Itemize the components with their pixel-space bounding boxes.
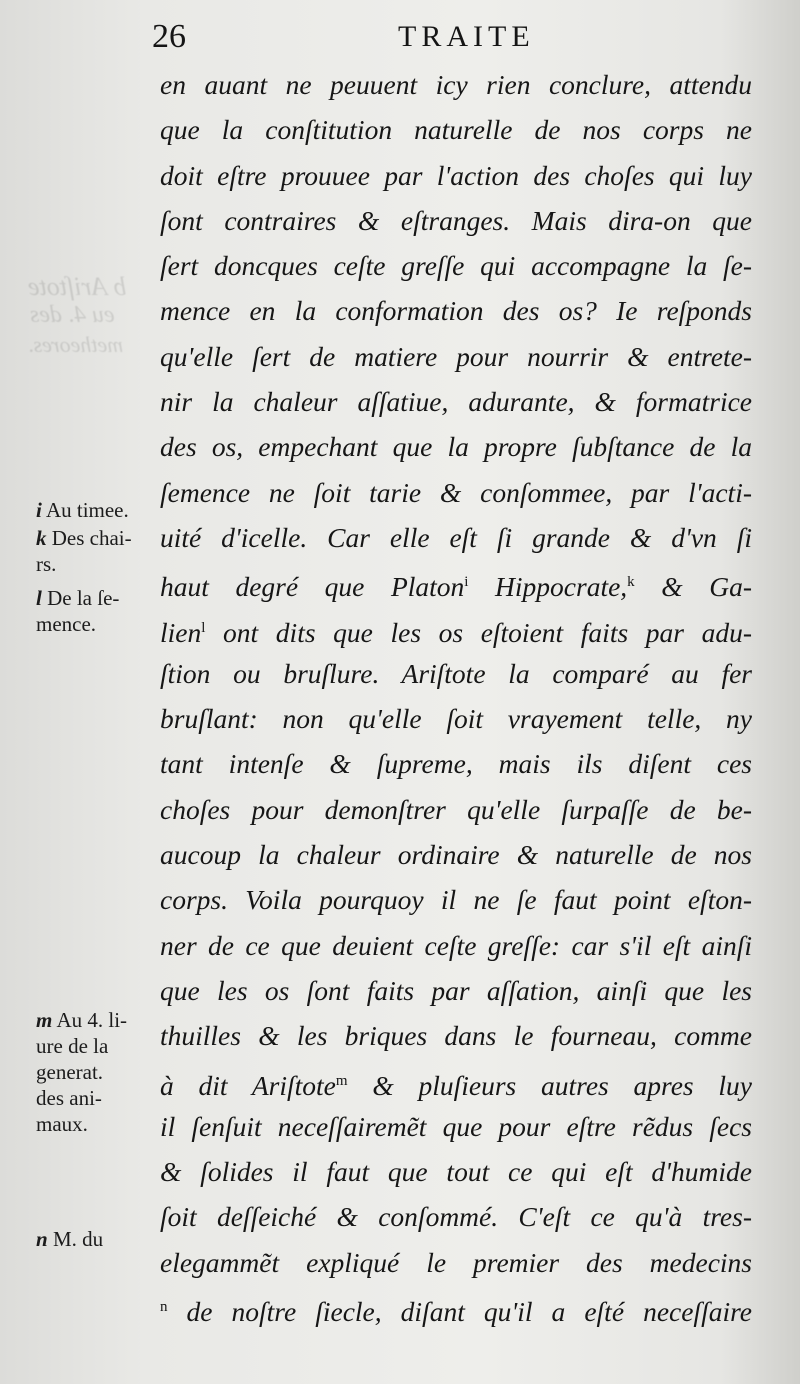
note-mark: n <box>36 1227 48 1251</box>
note-text: mence. <box>36 612 97 636</box>
text-line: ſemence ne ſoit tarie & conſommee, par l'acti- <box>160 476 752 508</box>
footnote-mark: k <box>627 574 635 591</box>
text-line: nir la chaleur aſſatiue, adurante, & formatrice <box>160 386 752 418</box>
text-line: ner de ce que deuient ceſte greſſe: car s'il eſt ainſi <box>160 929 752 961</box>
margin-note-l <box>36 585 160 637</box>
text-line: que les os ſont faits par aſſation, ainſi que les <box>160 974 752 1006</box>
text-segment: & Ga- <box>661 571 752 603</box>
note-mark: l <box>36 586 42 610</box>
note-text: De la ſe- <box>47 586 120 610</box>
running-title: TRAITE <box>398 20 535 53</box>
text-line <box>160 1059 752 1104</box>
text-segment: haut degré que Platon <box>160 571 465 603</box>
text-line: & ſolides il faut que tout ce qui eſt d'humide <box>160 1156 752 1188</box>
note-text: Des chai- <box>51 526 132 550</box>
note-text: ure de la <box>36 1034 109 1058</box>
footnote-mark: l <box>201 619 206 636</box>
margin-note-k <box>36 525 160 577</box>
text-line: aucoup la chaleur ordinaire & naturelle de nos <box>160 839 752 871</box>
note-text: M. du <box>52 1227 104 1251</box>
note-mark: i <box>36 498 42 522</box>
margin-notes <box>0 0 160 1384</box>
note-mark: m <box>36 1008 53 1032</box>
text-line: elegammẽt expliqué le premier des medecins <box>160 1246 752 1278</box>
note-text: rs. <box>36 552 57 576</box>
margin-note-i <box>36 497 160 523</box>
text-line: des os, empechant que la propre ſubſtance de la <box>160 431 752 463</box>
bleed-through-text: metheores. <box>28 332 124 357</box>
footnote-mark: i <box>464 574 469 591</box>
text-line: bruſlant: non qu'elle ſoit vrayement telle, ny <box>160 703 752 735</box>
text-line <box>160 560 752 605</box>
text-line: mence en la conformation des os? Ie reſponds <box>160 295 752 327</box>
text-segment: & pluſieurs autres apres luy <box>372 1069 752 1101</box>
text-line: ſont contraires & eſtranges. Mais dira-on que <box>160 204 752 236</box>
text-line: doit eſtre prouuee par l'action des choſes qui luy <box>160 159 752 191</box>
text-line: thuilles & les briques dans le fourneau, comme <box>160 1020 752 1052</box>
text-line: que la conſtitution naturelle de nos corps ne <box>160 114 752 146</box>
margin-note-n <box>36 1226 160 1252</box>
text-line: uité d'icelle. Car elle eſt ſi grande & d'vn ſi <box>160 521 752 553</box>
text-line <box>160 606 752 651</box>
text-line: tant intenſe & ſupreme, mais ils diſent ces <box>160 748 752 780</box>
footnote-mark: n <box>160 1299 168 1316</box>
text-line: choſes pour demonſtrer qu'elle ſurpaſſe de be- <box>160 793 752 825</box>
bleed-through-text: b Ariſtote <box>28 272 127 301</box>
text-line: il ſenſuit neceſſairemẽt que pour eſtre rẽdus ſecs <box>160 1110 752 1142</box>
text-line: corps. Voila pourquoy il ne ſe faut point eſton- <box>160 884 752 916</box>
page-number: 26 <box>152 18 186 55</box>
text-segment: lien <box>160 616 202 648</box>
note-text: Au timee. <box>45 498 129 522</box>
text-line: ſert doncques ceſte greſſe qui accompagne la ſe- <box>160 250 752 282</box>
text-line: ſoit deſſeiché & conſommé. C'eſt ce qu'à tres- <box>160 1201 752 1233</box>
text-line: qu'elle ſert de matiere pour nourrir & entrete- <box>160 340 752 372</box>
note-text: Au 4. li- <box>56 1008 128 1032</box>
note-text: maux. <box>36 1112 88 1136</box>
footnote-mark: m <box>335 1072 348 1089</box>
bleed-through-text: eu 4. des <box>30 302 115 328</box>
text-line: ſtion ou bruſlure. Ariſtote la comparé au fer <box>160 657 752 689</box>
text-segment: de noſtre ſiecle, diſant qu'il a eſté neceſſaire <box>186 1296 752 1328</box>
text-line <box>160 1285 752 1330</box>
note-mark: k <box>36 526 47 550</box>
text-line: en auant ne peuuent icy rien conclure, attendu <box>160 69 752 100</box>
note-text: generat. <box>36 1060 104 1084</box>
text-segment: Hippocrate, <box>495 571 628 603</box>
text-segment: ont dits que les os eſtoient faits par adu- <box>223 616 752 648</box>
main-text-block <box>160 62 752 1330</box>
text-segment: à dit Ariſtote <box>160 1069 336 1101</box>
margin-note-m <box>36 1007 160 1137</box>
note-text: des ani- <box>36 1086 102 1110</box>
